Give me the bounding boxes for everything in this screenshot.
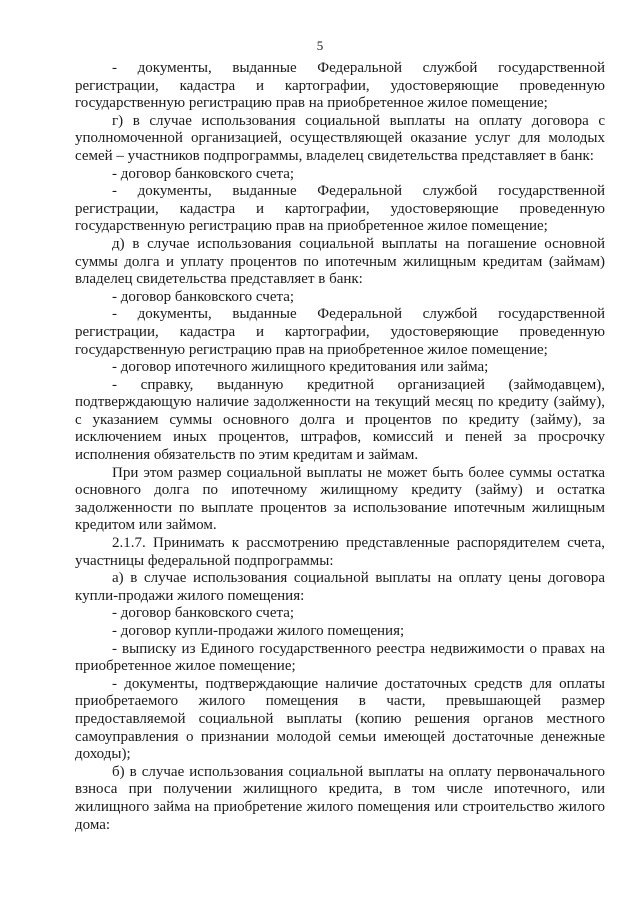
paragraph: - договор ипотечного жилищного кредитования или займа; — [112, 359, 489, 376]
paragraph: - документы, выданные Федеральной службой государственной регистрации, кадастра и картографии, удостоверяющие проведенную государственную регистрацию прав на приобретенное жилое помещение; — [75, 60, 605, 112]
paragraph: - справку, выданную кредитной организацией (займодавцем), подтверждающую наличие задолженности на текущий месяц по кредиту (займу), с указанием суммы основного долга и процентов по кредиту (займу), за исключением иных процентов, штрафов, комиссий и пеней за просрочку исполнения обязательств по этим кредитам и займам. — [75, 376, 605, 464]
paragraph: - договор купли-продажи жилого помещения; — [112, 623, 405, 639]
paragraph: - договор банковского счета; — [112, 165, 295, 182]
paragraph: а) в случае использования социальной выплаты на оплату цены договора купли-продажи жилого помещения: — [75, 570, 605, 604]
paragraph: - договор банковского счета; — [112, 605, 295, 622]
paragraph: д) в случае использования социальной выплаты на погашение основной суммы долга и уплату процентов по ипотечным жилищным кредитам (займам) владелец свидетельства представляет в банк: — [75, 235, 605, 288]
paragraph: - документы, подтверждающие наличие достаточных средств для оплаты приобретаемого жилого помещения в части, превышающей размер предоставляемой социальной выплаты (копию решения органов местного самоуправления о признании молодой семьи имеющей достаточные денежные доходы); — [75, 675, 605, 763]
paragraph: - выписку из Единого государственного реестра недвижимости о правах на приобретенное жилое помещение; — [75, 640, 605, 675]
paragraph: - документы, выданные Федеральной службой государственной регистрации, кадастра и картографии, удостоверяющие проведенную государственную регистрацию прав на приобретенное жилое помещение; — [75, 306, 605, 358]
paragraph: б) в случае использования социальной выплаты на оплату первоначального взноса при получении жилищного кредита, в том числе ипотечного, или жилищного займа на приобретение жилого помещения или строительство жилого дома: — [75, 763, 605, 833]
paragraph: 2.1.7. Принимать к рассмотрению представленные распорядителем счета, участницы федеральной подпрограммы: — [75, 535, 605, 569]
paragraph: г) в случае использования социальной выплаты на оплату договора с уполномоченной организацией, осуществляющей оказание услуг для молодых семей – участников подпрограммы, владелец свидетельства представляет в банк: — [75, 112, 605, 164]
paragraph: При этом размер социальной выплаты не может быть более суммы остатка основного долга по ипотечному жилищному кредиту (займу) и остатка задолженности по выплате процентов за использование ипотечным жилищным кредитом или займом. — [75, 464, 605, 534]
paragraph: - документы, выданные Федеральной службой государственной регистрации, кадастра и картографии, удостоверяющие проведенную государственную регистрацию прав на приобретенное жилое помещение; — [75, 183, 605, 235]
paragraph: - договор банковского счета; — [112, 288, 295, 305]
document-body — [75, 60, 605, 834]
page-number: 5 — [316, 38, 324, 53]
